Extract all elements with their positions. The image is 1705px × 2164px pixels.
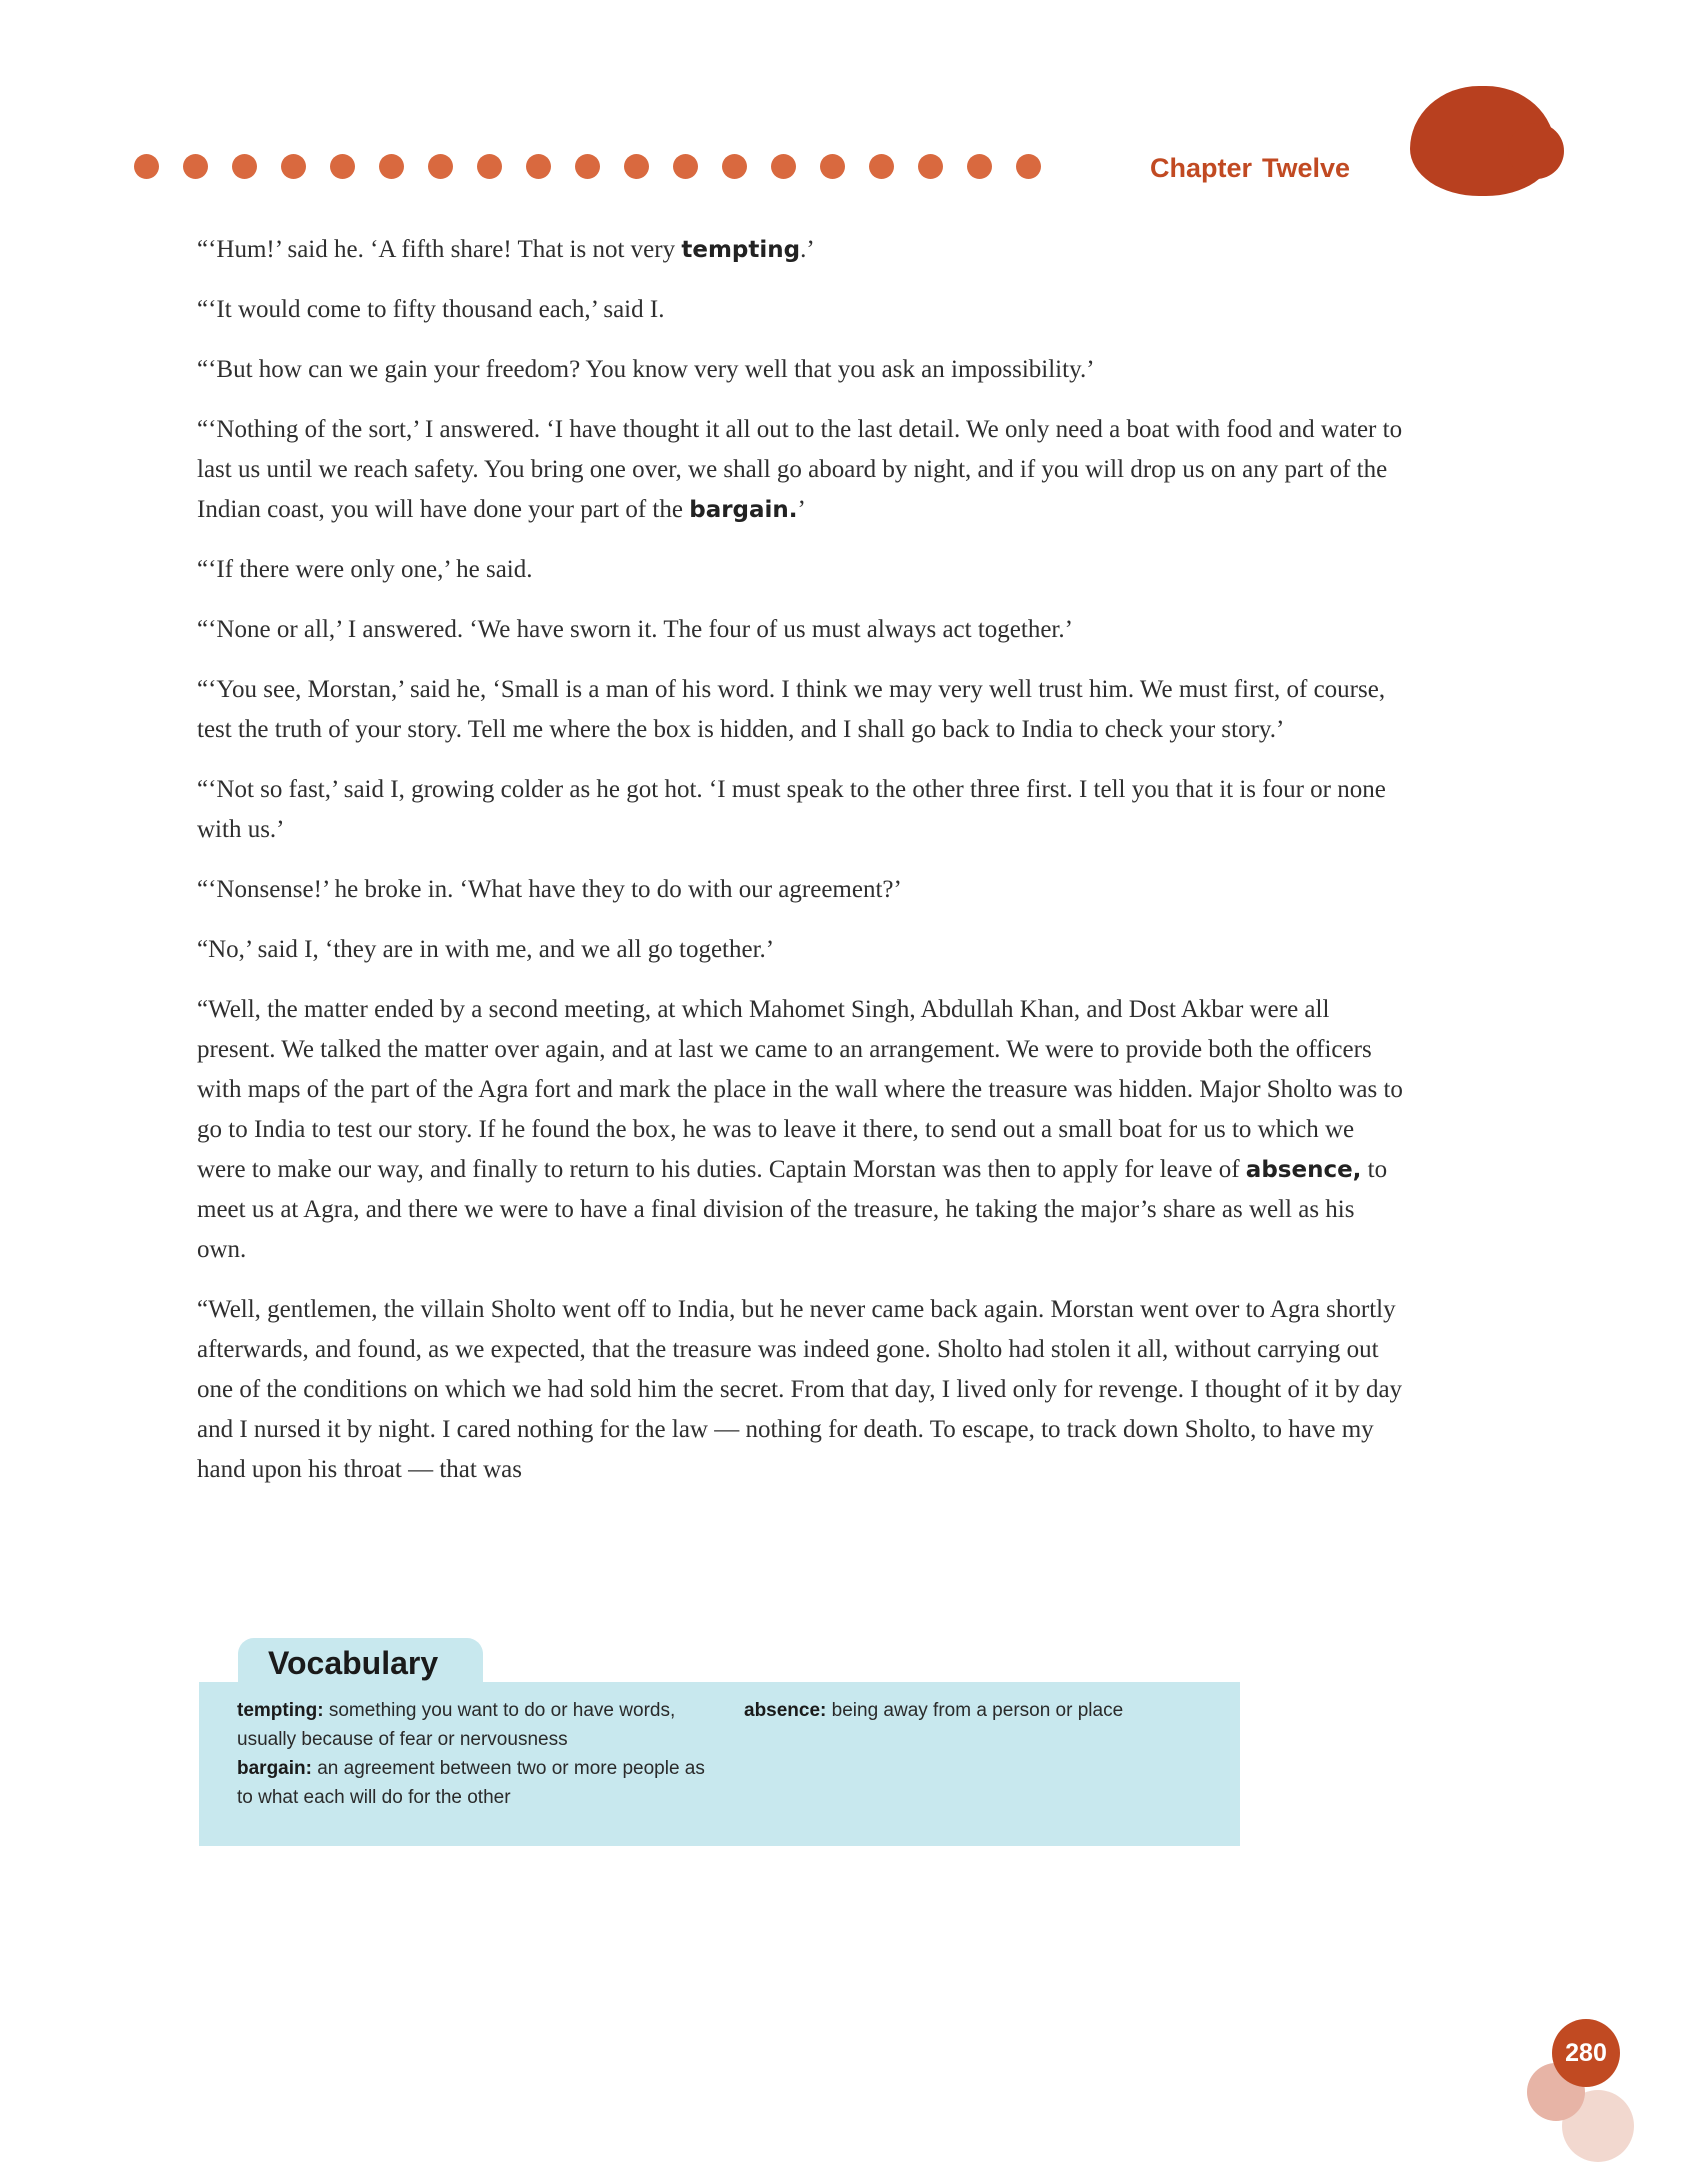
decorative-dot (722, 154, 747, 179)
decorative-dot (624, 154, 649, 179)
chapter-number-word: Twelve (1262, 153, 1351, 183)
vocabulary-entry (237, 1696, 707, 1754)
vocabulary-heading: Vocabulary (268, 1645, 439, 1681)
decorative-dot (477, 154, 502, 179)
decorative-dot (1016, 154, 1041, 179)
decorative-dot (428, 154, 453, 179)
story-paragraph: “‘If there were only one,’ he said. (197, 556, 533, 583)
decorative-dot (183, 154, 208, 179)
decorative-dot (575, 154, 600, 179)
vocabulary-definition: an agreement between two or more people as to what each will do for the other (237, 1758, 705, 1808)
story-text (197, 230, 1407, 1510)
story-paragraph: “‘You see, Morstan,’ said he, ‘Small is a man of his word. I think we may very well trust him. We must first, of course, test the truth of your story. Tell me where the box is hidden, and I shall go back to India to check your story.’ (197, 676, 1386, 743)
vocabulary-term: tempting: (237, 1700, 324, 1721)
vocabulary-term: absence: (744, 1700, 827, 1721)
decorative-dot (869, 154, 894, 179)
chapter-label-word: Chapter (1150, 153, 1253, 183)
story-paragraph: “‘None or all,’ I answered. ‘We have sworn it. The four of us must always act together.’ (197, 616, 1073, 643)
page-number: 280 (1552, 2019, 1620, 2087)
story-paragraph: “‘It would come to fifty thousand each,’ said I. (197, 296, 665, 323)
vocabulary-word: absence, (1245, 1157, 1362, 1183)
vocabulary-column-right (744, 1696, 1224, 1725)
decorative-dot (379, 154, 404, 179)
story-paragraph: “‘Nothing of the sort,’ I answered. ‘I have thought it all out to the last detail. We only need a boat with food and water to last us until we reach safety. You bring one over, we shall go aboard by night, and if you will drop us on any part of the Indian coast, you will have done your part of the bargain.’ (197, 416, 1403, 523)
vocabulary-word: tempting (681, 237, 801, 263)
decorative-dot (771, 154, 796, 179)
decorative-dot (673, 154, 698, 179)
decorative-dot (330, 154, 355, 179)
vocabulary-column-left (237, 1696, 707, 1812)
story-paragraph: “‘Not so fast,’ said I, growing colder as he got hot. ‘I must speak to the other three first. I tell you that it is four or none with us.’ (197, 776, 1386, 843)
story-paragraph: “‘Hum!’ said he. ‘A fifth share! That is not very tempting.’ (197, 236, 815, 263)
chapter-title (1150, 153, 1350, 184)
decorative-dot (820, 154, 845, 179)
vocabulary-definition: being away from a person or place (826, 1700, 1124, 1721)
story-paragraph: “Well, the matter ended by a second meeting, at which Mahomet Singh, Abdullah Khan, and Dost Akbar were all present. We talked the matter over again, and at last we came to an arrangement. We were to provide both the officers with maps of the part of the Agra fort and mark the place in the wall where the treasure was hidden. Major Sholto was to go to India to test our story. If he found the box, he was to leave it there, to send out a small boat for us to which we were to make our way, and finally to return to his duties. Captain Morstan was then to apply for leave of absence, to meet us at Agra, and there we were to have a final division of the treasure, he taking the major’s share as well as his own. (197, 996, 1403, 1263)
corner-decoration-small-circle (1508, 123, 1564, 179)
decorative-dot (967, 154, 992, 179)
vocabulary-definition: something you want to do or have words, usually because of fear or nervousness (237, 1700, 676, 1750)
story-paragraph: “Well, gentlemen, the villain Sholto went off to India, but he never came back again. Morstan went over to Agra shortly afterwards, and found, as we expected, that the treasure was indeed gone. Sholto had stolen it all, without carrying out one of the conditions on which we had sold him the secret. From that day, I lived only for revenge. I thought of it by day and I nursed it by night. I cared nothing for the law — nothing for death. To escape, to track down Sholto, to have my hand upon his throat — that was (197, 1296, 1403, 1483)
vocabulary-entry (744, 1696, 1224, 1725)
vocabulary-entry (237, 1754, 707, 1812)
story-paragraph: “‘But how can we gain your freedom? You know very well that you ask an impossibility.’ (197, 356, 1095, 383)
decorative-dot-row (134, 154, 1041, 179)
decorative-dot (918, 154, 943, 179)
decorative-dot (134, 154, 159, 179)
story-paragraph: “No,’ said I, ‘they are in with me, and we all go together.’ (197, 936, 775, 963)
story-paragraph: “‘Nonsense!’ he broke in. ‘What have they to do with our agreement?’ (197, 876, 902, 903)
decorative-dot (232, 154, 257, 179)
vocabulary-term: bargain: (237, 1758, 312, 1779)
vocabulary-word: bargain. (689, 497, 798, 523)
decorative-dot (526, 154, 551, 179)
decorative-dot (281, 154, 306, 179)
